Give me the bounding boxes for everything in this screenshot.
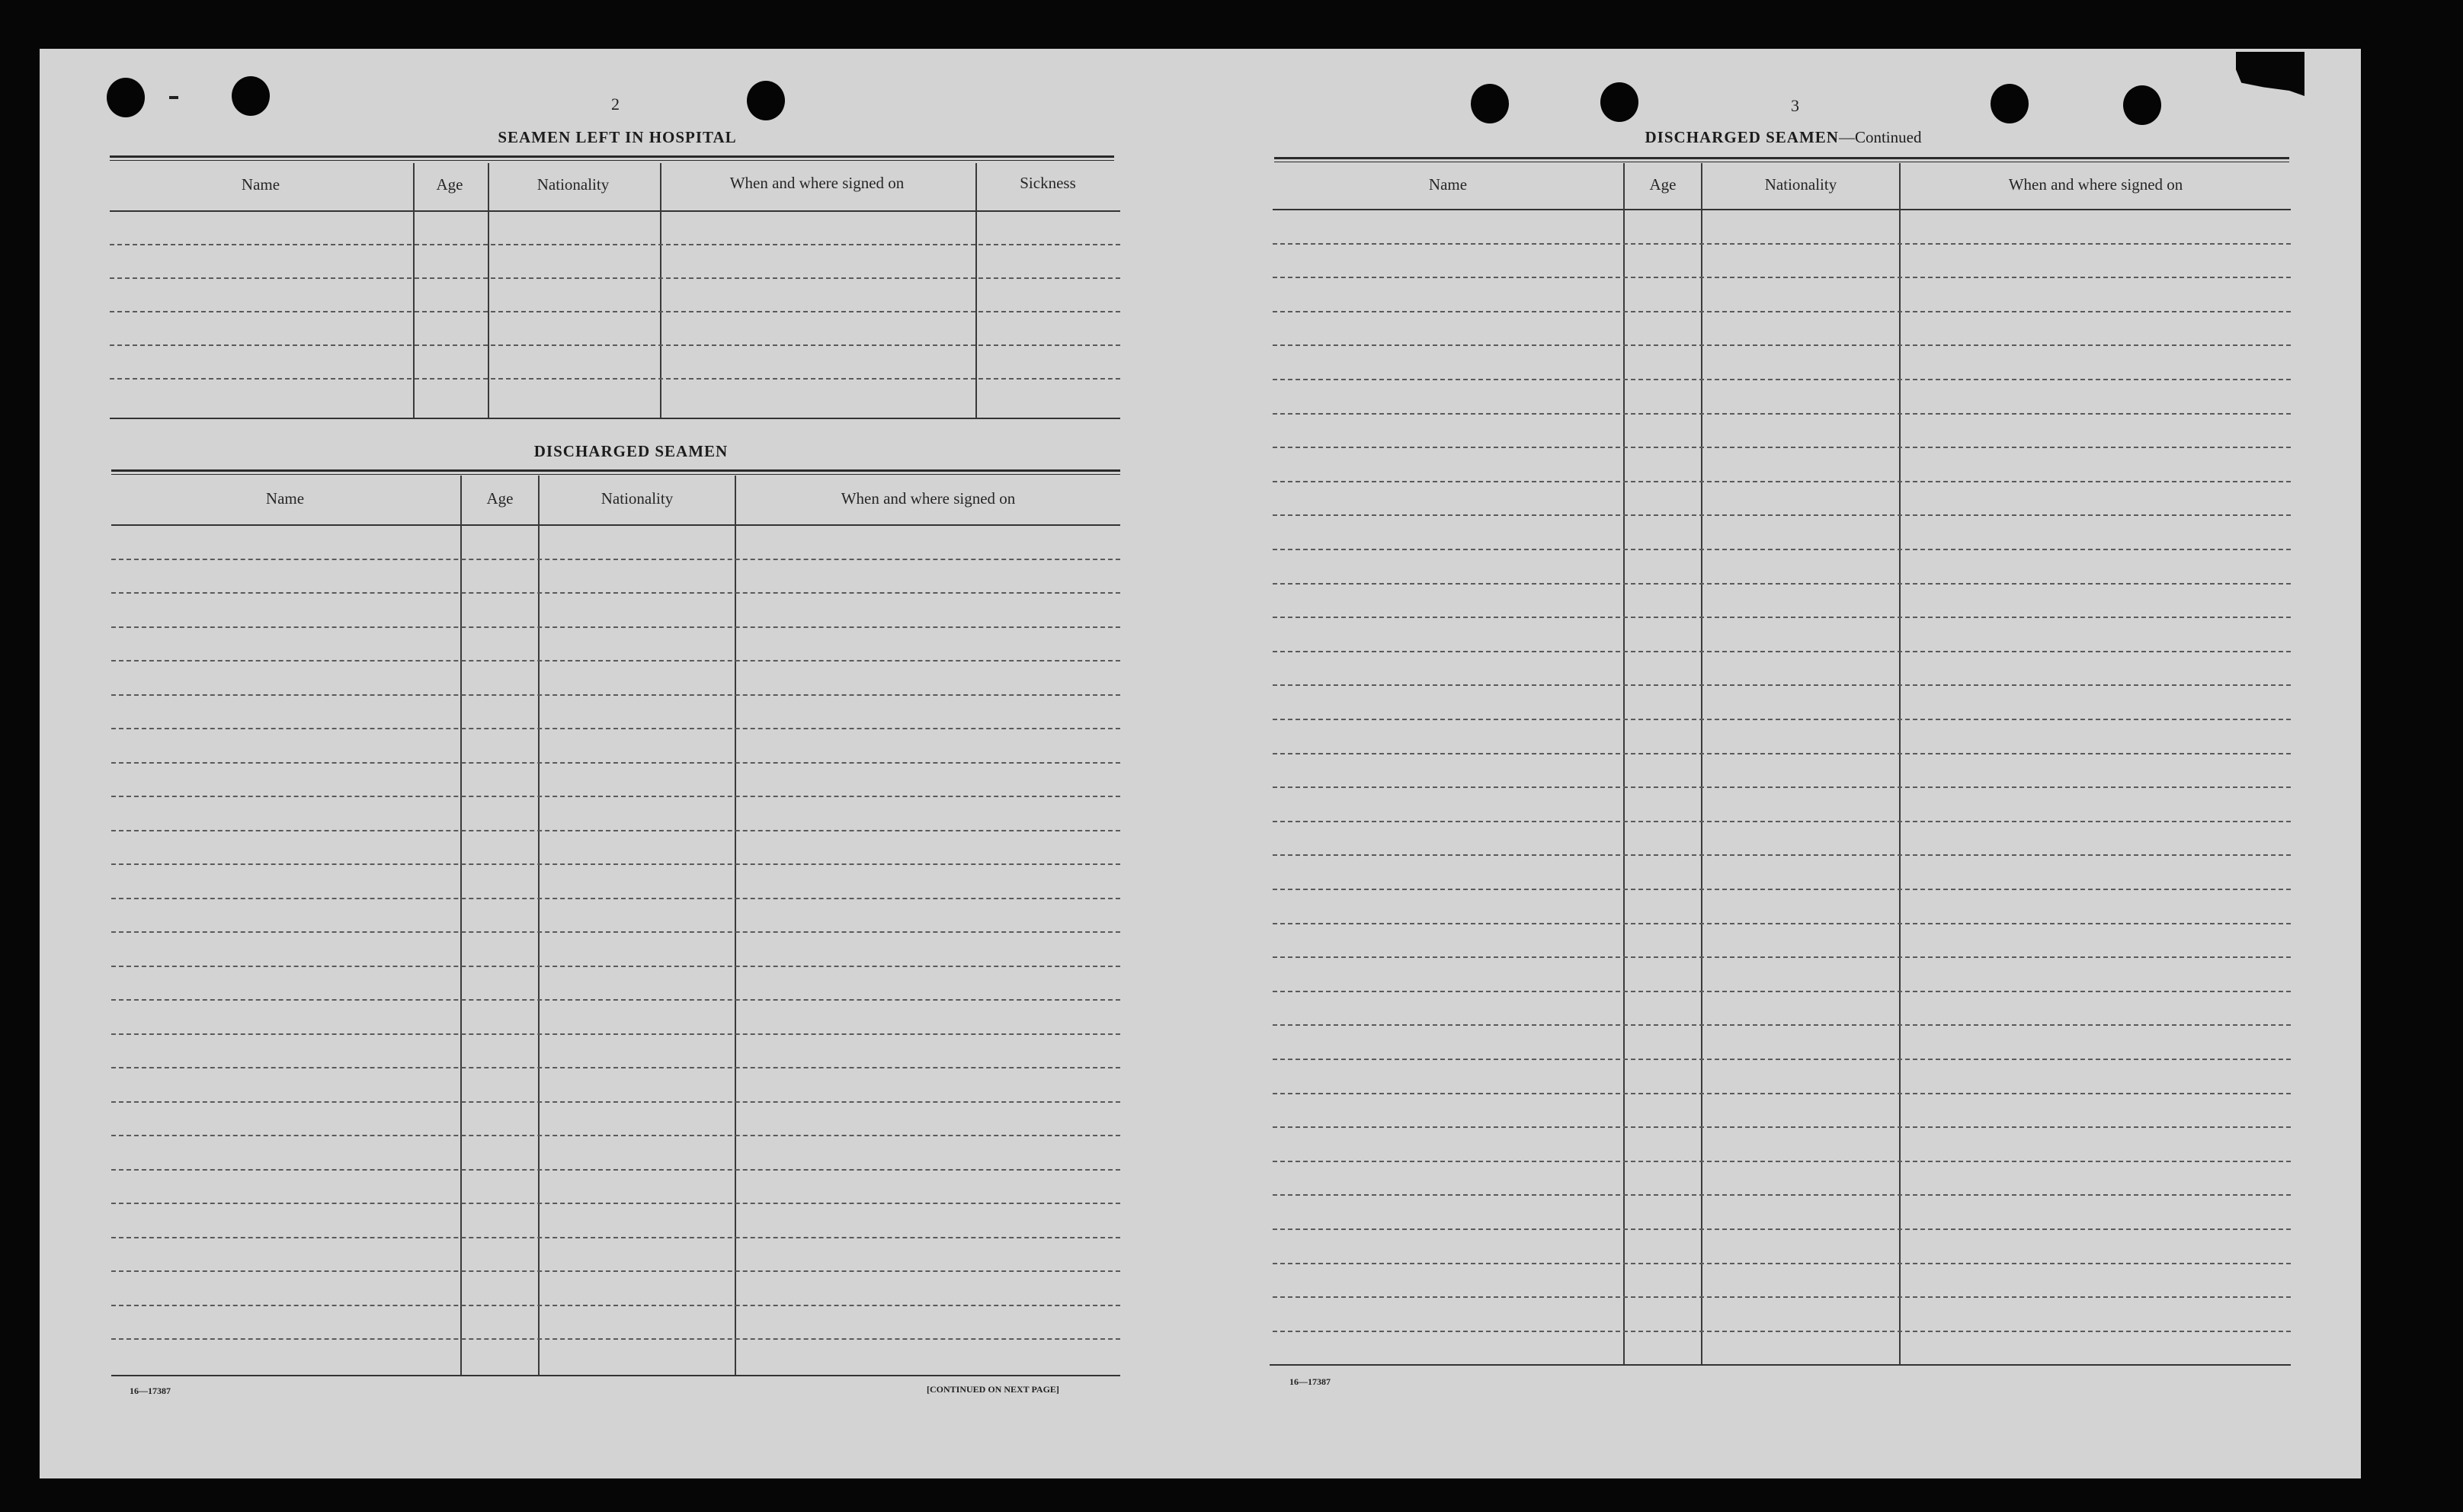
table-row-line — [1273, 889, 2291, 890]
table-row-line — [1273, 1331, 2291, 1332]
hospital-col-signed-on: When and where signed on — [729, 174, 905, 192]
discharged-header-rule — [111, 524, 1120, 526]
table-row-line — [1273, 923, 2291, 924]
continued-note: [CONTINUED ON NEXT PAGE] — [927, 1384, 1059, 1395]
discharged-section-title: DISCHARGED SEAMEN — [533, 442, 729, 460]
column-divider — [735, 476, 736, 1375]
discharged-top-rule — [111, 469, 1120, 475]
table-row-line — [111, 1203, 1120, 1204]
column-divider — [975, 163, 977, 419]
table-row-line — [111, 898, 1120, 899]
table-row-line — [1273, 786, 2291, 788]
table-row-line — [1273, 311, 2291, 312]
table-row-line — [1273, 1093, 2291, 1094]
table-row-line — [111, 1270, 1120, 1272]
table-row-line — [1273, 617, 2291, 618]
column-divider — [660, 163, 661, 419]
punch-hole — [232, 76, 270, 116]
continued-section-title — [1555, 128, 2012, 147]
table-row-line — [111, 1338, 1120, 1340]
hospital-col-sickness: Sickness — [1020, 174, 1076, 192]
table-row-line — [111, 592, 1120, 594]
table-row-line — [111, 796, 1120, 797]
table-row-line — [111, 626, 1120, 628]
table-row-line — [1273, 1228, 2291, 1230]
column-divider — [1623, 163, 1625, 1364]
table-row-line — [1273, 854, 2291, 856]
punch-hole — [107, 78, 145, 117]
table-row-line — [1273, 1263, 2291, 1264]
table-row-line — [1273, 481, 2291, 482]
table-row-line — [1273, 379, 2291, 380]
hospital-col-nationality: Nationality — [536, 175, 610, 194]
continued-title-main: DISCHARGED SEAMEN — [1645, 128, 1839, 146]
table-row-line — [111, 762, 1120, 764]
continued-header-rule — [1273, 209, 2291, 210]
table-row-line — [1273, 549, 2291, 550]
table-row-line — [111, 863, 1120, 865]
table-row-line — [1273, 651, 2291, 652]
punch-mark — [169, 96, 178, 99]
hospital-section-title: SEAMEN LEFT IN HOSPITAL — [498, 128, 737, 146]
table-row-line — [111, 1067, 1120, 1068]
table-row-line — [111, 1305, 1120, 1306]
column-divider — [1899, 163, 1901, 1364]
table-row-line — [1273, 344, 2291, 346]
continued-col-name: Name — [1428, 175, 1468, 194]
table-row-line — [1273, 583, 2291, 585]
table-row-line — [110, 344, 1120, 346]
discharged-col-nationality: Nationality — [601, 489, 674, 508]
table-row-line — [1273, 1059, 2291, 1060]
discharged-col-signed-on: When and where signed on — [841, 489, 1016, 508]
table-row-line — [111, 931, 1120, 933]
table-row-line — [111, 830, 1120, 831]
discharged-bottom-rule — [111, 1375, 1120, 1376]
table-row-line — [110, 244, 1120, 245]
table-row-line — [110, 378, 1120, 380]
table-row-line — [111, 999, 1120, 1001]
table-row-line — [110, 311, 1120, 312]
form-number-left: 16—17387 — [130, 1385, 171, 1396]
column-divider — [460, 476, 462, 1375]
continued-col-signed-on: When and where signed on — [2008, 175, 2183, 194]
hospital-col-age: Age — [436, 175, 463, 194]
table-row-line — [1273, 514, 2291, 516]
page-number-right: 3 — [1791, 96, 1799, 115]
table-row-line — [1273, 1194, 2291, 1196]
table-row-line — [110, 277, 1120, 279]
table-row-line — [111, 728, 1120, 729]
hospital-bottom-rule — [110, 418, 1120, 419]
page-number-left: 2 — [611, 94, 620, 114]
table-row-line — [111, 1169, 1120, 1171]
discharged-col-age: Age — [486, 489, 514, 508]
table-row-line — [1273, 684, 2291, 686]
table-row-line — [1273, 1126, 2291, 1128]
form-number-right: 16—17387 — [1289, 1376, 1331, 1387]
hospital-col-name: Name — [241, 175, 280, 194]
column-divider — [413, 163, 415, 419]
table-row-line — [1273, 1296, 2291, 1298]
punch-hole — [747, 81, 785, 120]
table-row-line — [1273, 243, 2291, 245]
continued-title-suffix: —Continued — [1838, 128, 1922, 146]
continued-col-nationality: Nationality — [1764, 175, 1837, 194]
continued-top-rule — [1274, 157, 2289, 162]
hospital-header-rule — [110, 210, 1120, 212]
table-row-line — [1273, 753, 2291, 754]
table-row-line — [1273, 956, 2291, 958]
table-row-line — [111, 660, 1120, 662]
form-sheet — [40, 49, 2361, 1478]
table-row-line — [111, 694, 1120, 696]
table-row-line — [1273, 1161, 2291, 1162]
continued-bottom-rule — [1270, 1364, 2291, 1366]
punch-hole — [1600, 82, 1638, 122]
column-divider — [1701, 163, 1702, 1364]
column-divider — [538, 476, 540, 1375]
table-row-line — [111, 1135, 1120, 1136]
table-row-line — [1273, 413, 2291, 415]
table-row-line — [1273, 447, 2291, 448]
table-row-line — [1273, 719, 2291, 720]
table-row-line — [1273, 1024, 2291, 1026]
table-row-line — [111, 1101, 1120, 1103]
discharged-col-name: Name — [265, 489, 305, 508]
punch-hole — [1991, 84, 2029, 123]
punch-hole — [2123, 85, 2161, 125]
column-divider — [488, 163, 489, 419]
table-row-line — [111, 559, 1120, 560]
table-row-line — [1273, 277, 2291, 278]
table-row-line — [111, 1237, 1120, 1238]
table-row-line — [111, 966, 1120, 967]
continued-col-age: Age — [1649, 175, 1677, 194]
hospital-top-rule — [110, 155, 1114, 161]
table-row-line — [111, 1033, 1120, 1035]
table-row-line — [1273, 821, 2291, 822]
punch-hole — [1471, 84, 1509, 123]
table-row-line — [1273, 991, 2291, 992]
